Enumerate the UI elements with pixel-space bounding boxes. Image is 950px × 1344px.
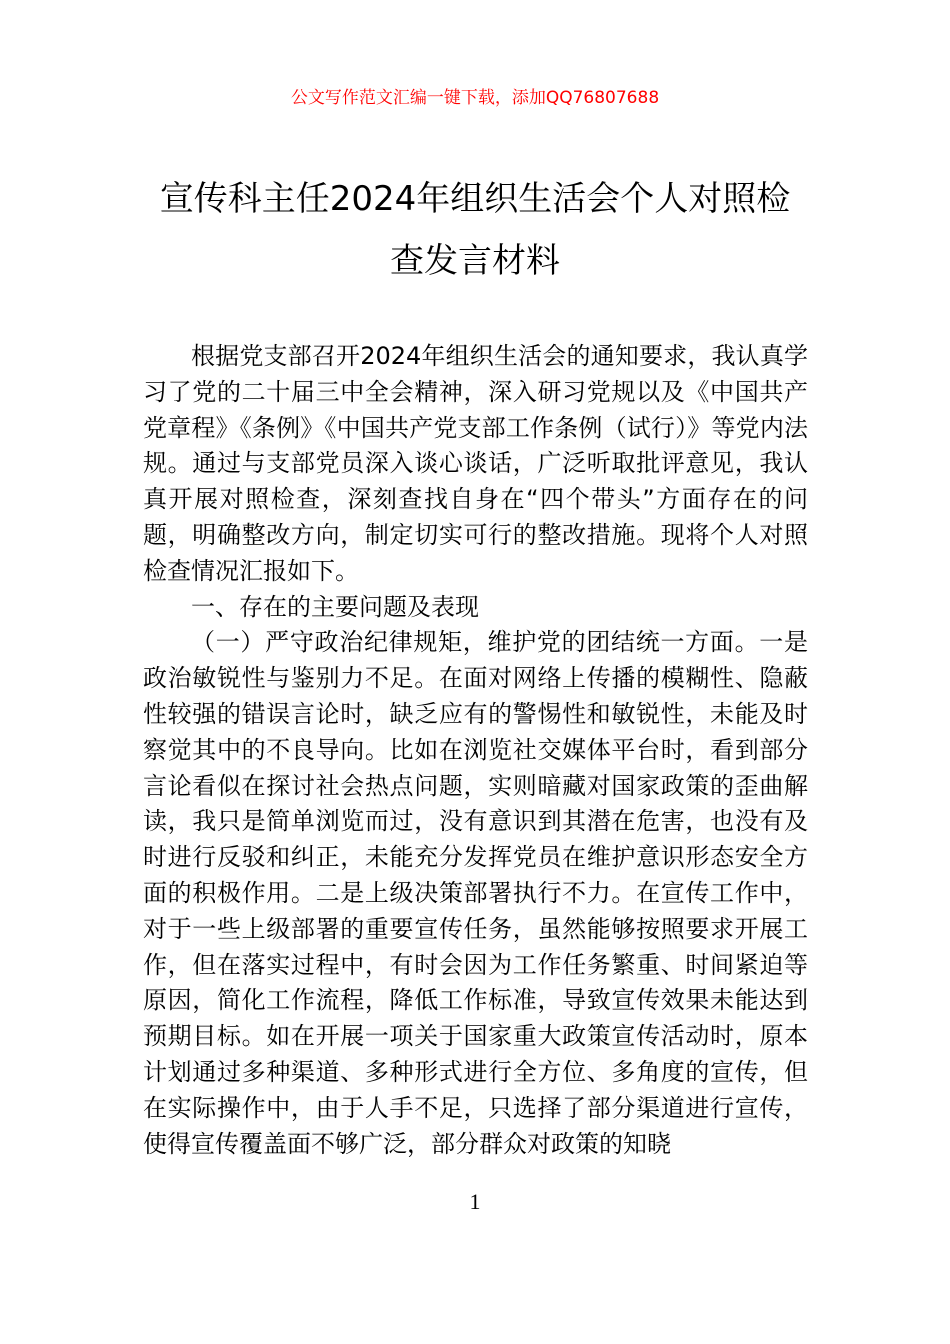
body-paragraph: （一）严守政治纪律规矩，维护党的团结统一方面。一是政治敏锐性与鉴别力不足。在面对网络上传播的模糊性、隐蔽性较强的错误言论时，缺乏应有的警惕性和敏锐性，未能及时察觉其中的不良导向。比如在浏览社交媒体平台时，看到部分言论看似在探讨社会热点问题，实则暗藏对国家政策的歪曲解读，我只是简单浏览而过，没有意识到其潜在危害，也没有及时进行反驳和纠正，未能充分发挥党员在维护意识形态安全方面的积极作用。二是上级决策部署执行不力。在宣传工作中，对于一些上级部署的重要宣传任务，虽然能够按照要求开展工作，但在落实过程中，有时会因为工作任务繁重、时间紧迫等原因，简化工作流程，降低工作标准，导致宣传效果未能达到预期目标。如在开展一项关于国家重大政策宣传活动时，原本计划通过多种渠道、多种形式进行全方位、多角度的宣传，但在实际操作中，由于人手不足，只选择了部分渠道进行宣传，使得宣传覆盖面不够广泛，部分群众对政策的知晓 [143, 628, 808, 1158]
intro-paragraph: 根据党支部召开2024年组织生活会的通知要求，我认真学习了党的二十届三中全会精神，深入研习党规以及《中国共产党章程》《条例》《中国共产党支部工作条例（试行）》等党内法规。通过与支部党员深入谈心谈话，广泛听取批评意见，我认真开展对照检查，深刻查找自身在“四个带头”方面存在的问题，明确整改方向，制定切实可行的整改措施。现将个人对照检查情况汇报如下。 [143, 342, 808, 585]
document-body [143, 339, 808, 1162]
section-heading: 一、存在的主要问题及表现 [191, 592, 479, 621]
download-banner: 公文写作范文汇编一键下载，添加QQ76807688 [290, 88, 660, 108]
document-title: 宣传科主任2024年组织生活会个人对照检查发言材料 [159, 179, 791, 281]
page-number: 1 [469, 1189, 481, 1214]
